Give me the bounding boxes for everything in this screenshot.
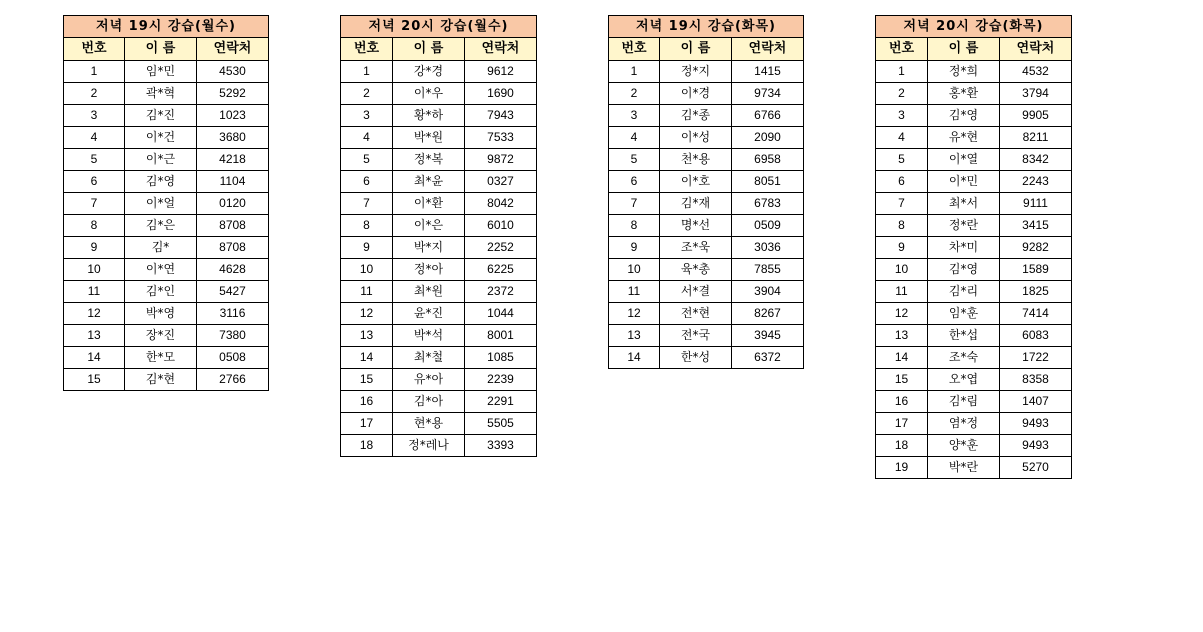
cell-contact: 4530 xyxy=(197,61,269,83)
cell-number: 12 xyxy=(609,303,660,325)
cell-number: 9 xyxy=(64,237,125,259)
cell-name: 김*진 xyxy=(125,105,197,127)
cell-name: 김*영 xyxy=(928,105,1000,127)
cell-contact: 0508 xyxy=(197,347,269,369)
cell-contact: 2291 xyxy=(465,391,537,413)
cell-contact: 0509 xyxy=(732,215,804,237)
cell-contact: 8358 xyxy=(1000,369,1072,391)
cell-number: 10 xyxy=(876,259,928,281)
cell-name: 김*현 xyxy=(125,369,197,391)
cell-number: 8 xyxy=(341,215,393,237)
cell-contact: 9905 xyxy=(1000,105,1072,127)
cell-number: 15 xyxy=(876,369,928,391)
column-header-number: 번호 xyxy=(64,38,125,61)
cell-name: 한*성 xyxy=(660,347,732,369)
table-row xyxy=(341,149,537,171)
table-row xyxy=(341,281,537,303)
cell-contact: 6083 xyxy=(1000,325,1072,347)
table-row xyxy=(341,171,537,193)
cell-number: 18 xyxy=(876,435,928,457)
cell-number: 5 xyxy=(341,149,393,171)
cell-number: 8 xyxy=(876,215,928,237)
table-title: 저녁 19시 강습(화목) xyxy=(609,16,804,38)
cell-name: 정*아 xyxy=(393,259,465,281)
table-title: 저녁 20시 강습(화목) xyxy=(876,16,1072,38)
cell-contact: 2766 xyxy=(197,369,269,391)
cell-name: 조*욱 xyxy=(660,237,732,259)
cell-contact: 9734 xyxy=(732,83,804,105)
cell-contact: 7380 xyxy=(197,325,269,347)
cell-number: 7 xyxy=(876,193,928,215)
cell-contact: 6958 xyxy=(732,149,804,171)
table-row xyxy=(609,149,804,171)
table-title: 저녁 20시 강습(월수) xyxy=(341,16,537,38)
column-header-name: 이 름 xyxy=(660,38,732,61)
table-title-row xyxy=(64,16,269,38)
cell-number: 7 xyxy=(341,193,393,215)
table-body xyxy=(341,61,537,457)
cell-contact: 3415 xyxy=(1000,215,1072,237)
column-header-number: 번호 xyxy=(609,38,660,61)
cell-name: 천*용 xyxy=(660,149,732,171)
table-title-row xyxy=(609,16,804,38)
cell-contact: 9612 xyxy=(465,61,537,83)
cell-contact: 7533 xyxy=(465,127,537,149)
cell-contact: 5505 xyxy=(465,413,537,435)
cell-name: 이*은 xyxy=(393,215,465,237)
cell-number: 2 xyxy=(64,83,125,105)
cell-number: 14 xyxy=(341,347,393,369)
table-row xyxy=(64,237,269,259)
table-row xyxy=(64,369,269,391)
cell-number: 14 xyxy=(876,347,928,369)
cell-contact: 3945 xyxy=(732,325,804,347)
cell-name: 임*민 xyxy=(125,61,197,83)
column-header-contact: 연락처 xyxy=(1000,38,1072,61)
cell-name: 명*선 xyxy=(660,215,732,237)
cell-contact: 9111 xyxy=(1000,193,1072,215)
table-row xyxy=(609,127,804,149)
table-row xyxy=(609,105,804,127)
cell-number: 17 xyxy=(876,413,928,435)
cell-name: 최*윤 xyxy=(393,171,465,193)
cell-number: 14 xyxy=(64,347,125,369)
table-row xyxy=(876,127,1072,149)
cell-name: 김*인 xyxy=(125,281,197,303)
table-row xyxy=(876,303,1072,325)
cell-number: 3 xyxy=(64,105,125,127)
table-row xyxy=(341,193,537,215)
cell-number: 19 xyxy=(876,457,928,479)
table-row xyxy=(64,105,269,127)
table-header-row xyxy=(609,38,804,61)
cell-contact: 3036 xyxy=(732,237,804,259)
cell-name: 현*용 xyxy=(393,413,465,435)
cell-name: 이*열 xyxy=(928,149,1000,171)
cell-number: 13 xyxy=(341,325,393,347)
cell-contact: 7943 xyxy=(465,105,537,127)
cell-number: 15 xyxy=(341,369,393,391)
table-row xyxy=(609,171,804,193)
cell-name: 김*림 xyxy=(928,391,1000,413)
roster-table-mon-wed-19 xyxy=(63,15,269,391)
table-row xyxy=(341,435,537,457)
table-row xyxy=(341,325,537,347)
cell-name: 서*결 xyxy=(660,281,732,303)
cell-name: 정*복 xyxy=(393,149,465,171)
cell-number: 6 xyxy=(64,171,125,193)
cell-name: 정*레나 xyxy=(393,435,465,457)
table-row xyxy=(64,193,269,215)
cell-contact: 0120 xyxy=(197,193,269,215)
cell-contact: 1044 xyxy=(465,303,537,325)
cell-name: 정*희 xyxy=(928,61,1000,83)
table-row xyxy=(341,127,537,149)
cell-contact: 0327 xyxy=(465,171,537,193)
table-row xyxy=(876,259,1072,281)
cell-number: 5 xyxy=(609,149,660,171)
cell-contact: 1407 xyxy=(1000,391,1072,413)
cell-contact: 6010 xyxy=(465,215,537,237)
cell-name: 임*훈 xyxy=(928,303,1000,325)
cell-name: 김*종 xyxy=(660,105,732,127)
cell-contact: 8211 xyxy=(1000,127,1072,149)
cell-name: 홍*환 xyxy=(928,83,1000,105)
cell-number: 15 xyxy=(64,369,125,391)
cell-number: 12 xyxy=(876,303,928,325)
cell-name: 이*환 xyxy=(393,193,465,215)
table-row xyxy=(609,325,804,347)
cell-contact: 2243 xyxy=(1000,171,1072,193)
table-row xyxy=(876,149,1072,171)
cell-contact: 2090 xyxy=(732,127,804,149)
cell-name: 한*섭 xyxy=(928,325,1000,347)
cell-name: 박*석 xyxy=(393,325,465,347)
cell-number: 8 xyxy=(64,215,125,237)
cell-contact: 6372 xyxy=(732,347,804,369)
cell-name: 윤*진 xyxy=(393,303,465,325)
table-row xyxy=(609,303,804,325)
table-row xyxy=(341,259,537,281)
cell-number: 12 xyxy=(341,303,393,325)
table-row xyxy=(876,215,1072,237)
cell-number: 6 xyxy=(876,171,928,193)
cell-number: 7 xyxy=(64,193,125,215)
cell-contact: 7414 xyxy=(1000,303,1072,325)
cell-contact: 2252 xyxy=(465,237,537,259)
table-row xyxy=(64,259,269,281)
column-header-name: 이 름 xyxy=(125,38,197,61)
table-row xyxy=(64,61,269,83)
cell-contact: 6766 xyxy=(732,105,804,127)
table-row xyxy=(609,237,804,259)
cell-number: 5 xyxy=(64,149,125,171)
cell-contact: 1690 xyxy=(465,83,537,105)
cell-contact: 1085 xyxy=(465,347,537,369)
cell-contact: 8051 xyxy=(732,171,804,193)
table-row xyxy=(609,215,804,237)
cell-number: 4 xyxy=(876,127,928,149)
cell-number: 5 xyxy=(876,149,928,171)
cell-contact: 5292 xyxy=(197,83,269,105)
table-row xyxy=(876,391,1072,413)
table-row xyxy=(876,61,1072,83)
cell-contact: 2239 xyxy=(465,369,537,391)
table-row xyxy=(341,413,537,435)
cell-name: 이*우 xyxy=(393,83,465,105)
cell-contact: 1589 xyxy=(1000,259,1072,281)
cell-name: 이*호 xyxy=(660,171,732,193)
cell-number: 17 xyxy=(341,413,393,435)
table-row xyxy=(609,281,804,303)
cell-name: 이*근 xyxy=(125,149,197,171)
cell-contact: 3116 xyxy=(197,303,269,325)
table-row xyxy=(341,105,537,127)
cell-number: 10 xyxy=(609,259,660,281)
cell-number: 18 xyxy=(341,435,393,457)
cell-number: 3 xyxy=(876,105,928,127)
table-header-row xyxy=(876,38,1072,61)
cell-number: 1 xyxy=(64,61,125,83)
cell-contact: 8708 xyxy=(197,215,269,237)
cell-number: 16 xyxy=(876,391,928,413)
cell-name: 김*아 xyxy=(393,391,465,413)
cell-number: 13 xyxy=(64,325,125,347)
table-row xyxy=(341,369,537,391)
cell-name: 유*현 xyxy=(928,127,1000,149)
cell-contact: 3904 xyxy=(732,281,804,303)
cell-name: 정*란 xyxy=(928,215,1000,237)
cell-name: 김*영 xyxy=(125,171,197,193)
cell-contact: 1722 xyxy=(1000,347,1072,369)
cell-contact: 9872 xyxy=(465,149,537,171)
cell-name: 전*현 xyxy=(660,303,732,325)
cell-number: 14 xyxy=(609,347,660,369)
cell-name: 조*숙 xyxy=(928,347,1000,369)
table-row xyxy=(64,127,269,149)
column-header-contact: 연락처 xyxy=(465,38,537,61)
table-row xyxy=(609,83,804,105)
cell-contact: 5270 xyxy=(1000,457,1072,479)
table-row xyxy=(64,215,269,237)
cell-name: 최*철 xyxy=(393,347,465,369)
cell-name: 김* xyxy=(125,237,197,259)
cell-number: 11 xyxy=(341,281,393,303)
cell-contact: 8001 xyxy=(465,325,537,347)
cell-number: 10 xyxy=(341,259,393,281)
cell-contact: 4532 xyxy=(1000,61,1072,83)
cell-name: 박*원 xyxy=(393,127,465,149)
cell-number: 9 xyxy=(609,237,660,259)
cell-number: 1 xyxy=(876,61,928,83)
table-row xyxy=(876,237,1072,259)
table-title-row xyxy=(876,16,1072,38)
table-row xyxy=(64,325,269,347)
cell-contact: 9282 xyxy=(1000,237,1072,259)
cell-name: 차*미 xyxy=(928,237,1000,259)
table-row xyxy=(876,347,1072,369)
table-row xyxy=(64,171,269,193)
cell-contact: 4218 xyxy=(197,149,269,171)
cell-contact: 1104 xyxy=(197,171,269,193)
cell-name: 한*모 xyxy=(125,347,197,369)
table-row xyxy=(64,303,269,325)
cell-name: 이*경 xyxy=(660,83,732,105)
column-header-contact: 연락처 xyxy=(197,38,269,61)
table-row xyxy=(341,61,537,83)
table-row xyxy=(341,391,537,413)
cell-name: 이*건 xyxy=(125,127,197,149)
cell-number: 12 xyxy=(64,303,125,325)
cell-name: 이*연 xyxy=(125,259,197,281)
column-header-number: 번호 xyxy=(876,38,928,61)
cell-number: 6 xyxy=(341,171,393,193)
table-row xyxy=(876,83,1072,105)
cell-name: 박*영 xyxy=(125,303,197,325)
table-row xyxy=(64,281,269,303)
cell-number: 8 xyxy=(609,215,660,237)
cell-name: 오*엽 xyxy=(928,369,1000,391)
table-row xyxy=(876,413,1072,435)
cell-number: 3 xyxy=(609,105,660,127)
table-row xyxy=(609,259,804,281)
cell-name: 육*총 xyxy=(660,259,732,281)
cell-name: 최*원 xyxy=(393,281,465,303)
cell-name: 강*경 xyxy=(393,61,465,83)
table-row xyxy=(341,237,537,259)
table-body xyxy=(609,61,804,369)
cell-name: 이*성 xyxy=(660,127,732,149)
cell-contact: 4628 xyxy=(197,259,269,281)
cell-name: 최*서 xyxy=(928,193,1000,215)
table-row xyxy=(876,193,1072,215)
cell-number: 2 xyxy=(341,83,393,105)
cell-name: 이*얼 xyxy=(125,193,197,215)
cell-number: 10 xyxy=(64,259,125,281)
cell-number: 11 xyxy=(609,281,660,303)
cell-number: 11 xyxy=(64,281,125,303)
column-header-contact: 연락처 xyxy=(732,38,804,61)
table-row xyxy=(876,171,1072,193)
cell-number: 11 xyxy=(876,281,928,303)
cell-name: 전*국 xyxy=(660,325,732,347)
cell-number: 4 xyxy=(609,127,660,149)
cell-name: 김*영 xyxy=(928,259,1000,281)
cell-number: 13 xyxy=(609,325,660,347)
cell-number: 4 xyxy=(341,127,393,149)
cell-number: 2 xyxy=(876,83,928,105)
table-row xyxy=(876,105,1072,127)
cell-contact: 6225 xyxy=(465,259,537,281)
cell-contact: 6783 xyxy=(732,193,804,215)
cell-contact: 1825 xyxy=(1000,281,1072,303)
cell-contact: 1023 xyxy=(197,105,269,127)
cell-number: 7 xyxy=(609,193,660,215)
column-header-name: 이 름 xyxy=(928,38,1000,61)
cell-number: 4 xyxy=(64,127,125,149)
table-row xyxy=(876,325,1072,347)
cell-contact: 9493 xyxy=(1000,413,1072,435)
cell-contact: 8708 xyxy=(197,237,269,259)
table-row xyxy=(64,347,269,369)
table-row xyxy=(609,61,804,83)
table-row xyxy=(876,281,1072,303)
cell-number: 1 xyxy=(609,61,660,83)
cell-number: 2 xyxy=(609,83,660,105)
cell-name: 양*훈 xyxy=(928,435,1000,457)
cell-number: 9 xyxy=(341,237,393,259)
cell-contact: 1415 xyxy=(732,61,804,83)
table-row xyxy=(876,457,1072,479)
cell-name: 유*아 xyxy=(393,369,465,391)
cell-number: 16 xyxy=(341,391,393,413)
table-row xyxy=(876,435,1072,457)
cell-name: 이*민 xyxy=(928,171,1000,193)
cell-contact: 3393 xyxy=(465,435,537,457)
cell-contact: 5427 xyxy=(197,281,269,303)
cell-name: 김*재 xyxy=(660,193,732,215)
cell-number: 1 xyxy=(341,61,393,83)
table-row xyxy=(876,369,1072,391)
cell-name: 김*은 xyxy=(125,215,197,237)
cell-contact: 8042 xyxy=(465,193,537,215)
cell-name: 곽*혁 xyxy=(125,83,197,105)
table-row xyxy=(341,83,537,105)
cell-contact: 3794 xyxy=(1000,83,1072,105)
cell-name: 정*지 xyxy=(660,61,732,83)
cell-name: 황*하 xyxy=(393,105,465,127)
cell-name: 김*리 xyxy=(928,281,1000,303)
table-body xyxy=(64,61,269,391)
cell-number: 3 xyxy=(341,105,393,127)
table-header-row xyxy=(341,38,537,61)
table-title-row xyxy=(341,16,537,38)
table-title: 저녁 19시 강습(월수) xyxy=(64,16,269,38)
cell-contact: 9493 xyxy=(1000,435,1072,457)
cell-name: 염*정 xyxy=(928,413,1000,435)
cell-name: 장*진 xyxy=(125,325,197,347)
cell-contact: 7855 xyxy=(732,259,804,281)
table-body xyxy=(876,61,1072,479)
table-row xyxy=(64,83,269,105)
table-row xyxy=(64,149,269,171)
table-row xyxy=(609,347,804,369)
column-header-number: 번호 xyxy=(341,38,393,61)
table-row xyxy=(341,303,537,325)
cell-contact: 2372 xyxy=(465,281,537,303)
cell-number: 6 xyxy=(609,171,660,193)
roster-table-tue-thu-19 xyxy=(608,15,804,369)
cell-number: 9 xyxy=(876,237,928,259)
column-header-name: 이 름 xyxy=(393,38,465,61)
roster-table-tue-thu-20 xyxy=(875,15,1072,479)
cell-contact: 3680 xyxy=(197,127,269,149)
cell-contact: 8342 xyxy=(1000,149,1072,171)
table-row xyxy=(341,215,537,237)
cell-contact: 8267 xyxy=(732,303,804,325)
table-row xyxy=(341,347,537,369)
cell-name: 박*란 xyxy=(928,457,1000,479)
cell-name: 박*지 xyxy=(393,237,465,259)
roster-table-mon-wed-20 xyxy=(340,15,537,457)
cell-number: 13 xyxy=(876,325,928,347)
table-header-row xyxy=(64,38,269,61)
table-row xyxy=(609,193,804,215)
